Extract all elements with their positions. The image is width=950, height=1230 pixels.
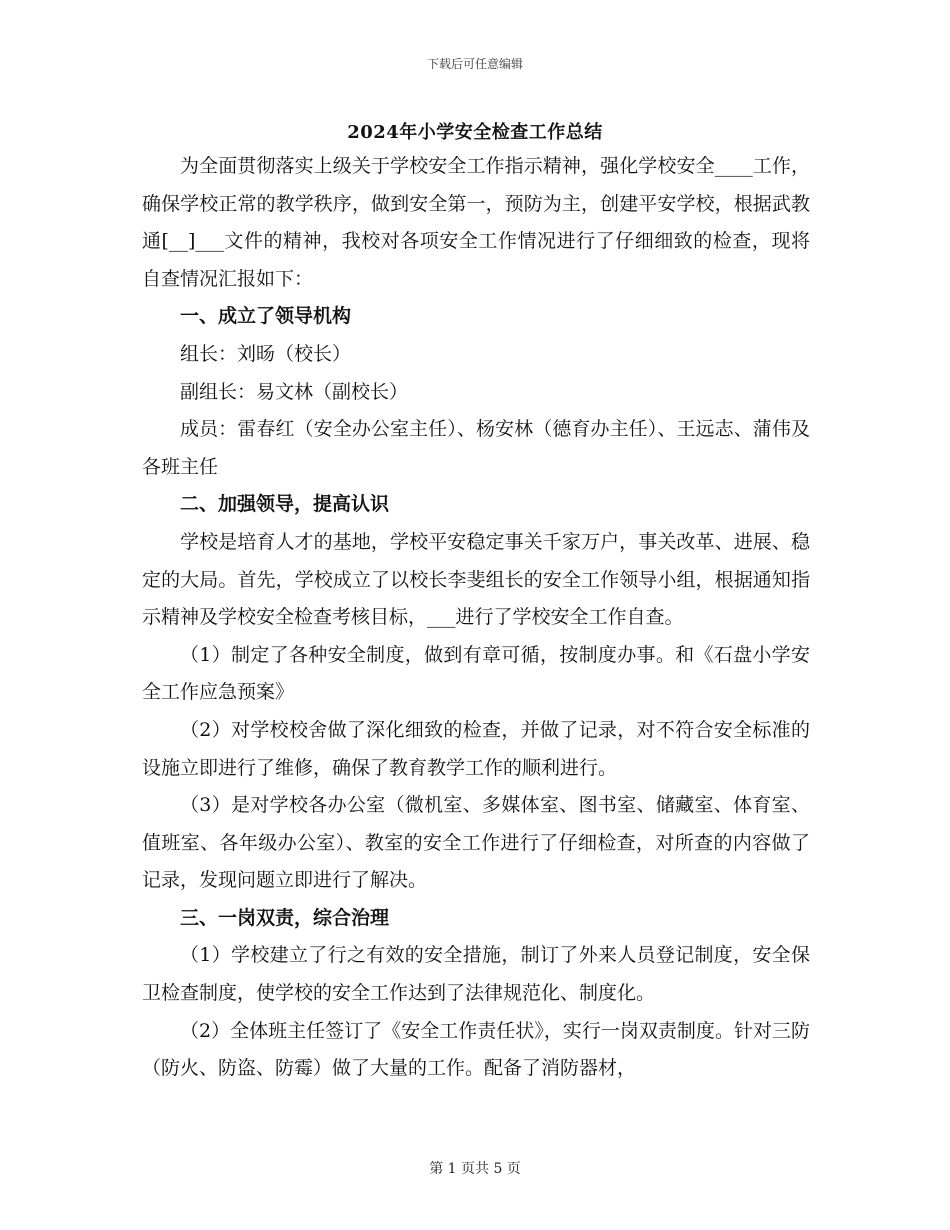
section-2-paragraph-4: （3）是对学校各办公室（微机室、多媒体室、图书室、储藏室、体育室、值班室、各年级办公室）、教室的安全工作进行了仔细检查，对所查的内容做了记录，发现问题立即进行了解决。 [142,794,810,892]
section-2-paragraph-2: （1）制定了各种安全制度，做到有章可循，按制度办事。和《石盘小学安全工作应急预案》 [142,643,810,704]
section-2-paragraph-3: （2）对学校校舍做了深化细致的检查，并做了记录，对不符合安全标准的设施立即进行了维修，确保了教育教学工作的顺利进行。 [142,718,810,779]
section-3-heading: 三、一岗双责，综合治理 [180,906,390,929]
document-title: 2024年小学安全检查工作总结 [347,122,603,143]
page-number-footer: 第 1 页共 5 页 [429,1161,521,1177]
section-3-paragraph-2: （2）全体班主任签订了《安全工作责任状》，实行一岗双责制度。针对三防（防火、防盗、防霉）做了大量的工作。配备了消防器材， [142,1019,810,1080]
members-line: 成员：雷春红（安全办公室主任）、杨安林（德育办主任）、王远志、蒲伟及各班主任 [142,418,810,478]
header-note: 下载后可任意编辑 [426,57,523,71]
deputy-leader-line: 副组长：易文林（副校长） [180,380,409,403]
document-body [142,148,810,1088]
group-leader-line: 组长：刘旸（校长） [180,342,352,365]
section-3-paragraph-1: （1）学校建立了行之有效的安全措施，制订了外来人员登记制度，安全保卫检查制度，使学校的安全工作达到了法律规范化、制度化。 [142,944,810,1005]
section-2-paragraph-1: 学校是培育人才的基地，学校平安稳定事关千家万户，事关改革、进展、稳定的大局。首先，学校成立了以校长李斐组长的安全工作领导小组，根据通知指示精神及学校安全检查考核目标，___进行了学校安全工作自查。 [142,530,810,629]
intro-paragraph: 为全面贯彻落实上级关于学校安全工作指示精神，强化学校安全____工作，确保学校正常的教学秩序，做到安全第一，预防为主，创建平安学校，根据武教通[__]___文件的精神，我校对各项安全工作情况进行了仔细细致的检查，现将自查情况汇报如下： [142,155,810,290]
section-2-heading: 二、加强领导，提高认识 [180,493,390,516]
section-1-heading: 一、成立了领导机构 [180,305,352,328]
